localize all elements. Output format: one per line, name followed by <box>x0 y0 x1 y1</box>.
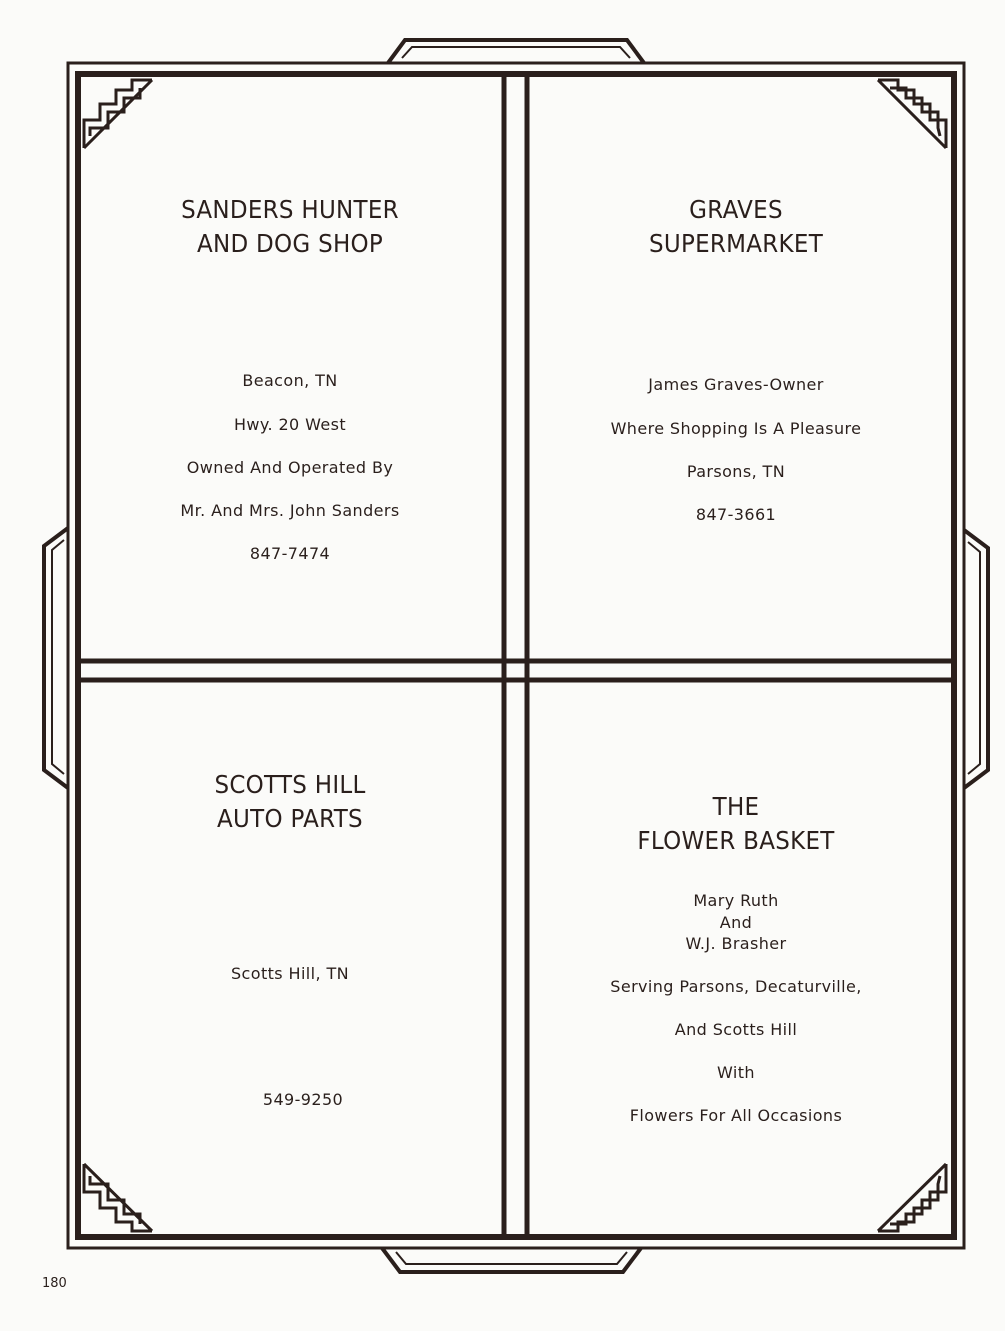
corner-ornament-bottom-left <box>84 1164 152 1231</box>
ad-line: Beacon, TN <box>242 371 338 390</box>
ad-line: And Scotts Hill <box>674 1020 798 1039</box>
ad-phone: 847-3661 <box>695 505 777 524</box>
ad-title-line: FLOWER BASKET <box>637 826 835 855</box>
left-handle <box>44 528 68 788</box>
ad-sanders-hunter <box>84 193 496 563</box>
ad-title <box>100 768 479 836</box>
ad-line: With <box>717 1063 755 1082</box>
ad-line: Mr. And Mrs. John Sanders <box>180 501 400 520</box>
ad-phone: 847-7474 <box>249 544 331 563</box>
top-handle <box>388 40 644 63</box>
ad-title <box>100 193 479 261</box>
ad-line: Hwy. 20 West <box>233 415 347 434</box>
ad-title-line: AND DOG SHOP <box>196 229 384 258</box>
ad-title-line: AUTO PARTS <box>217 804 363 833</box>
ad-line: And <box>719 913 753 932</box>
ad-title-line: THE <box>712 792 760 821</box>
page-number: 180 <box>42 1276 67 1291</box>
ad-line: Serving Parsons, Decaturville, <box>610 977 862 996</box>
ad-line: Owned And Operated By <box>186 458 394 477</box>
ad-graves-supermarket <box>530 193 942 524</box>
ad-line: Parsons, TN <box>686 462 786 481</box>
corner-ornament-top-left <box>84 80 152 148</box>
bottom-handle <box>382 1248 641 1272</box>
ad-line: Mary Ruth <box>693 891 779 910</box>
corner-ornament-bottom-right <box>878 1164 946 1231</box>
corner-ornament-top-right <box>878 80 946 148</box>
ad-title-line: SANDERS HUNTER <box>181 195 399 224</box>
ad-flower-basket <box>530 790 942 1125</box>
ad-title <box>546 790 925 858</box>
ad-line: Scotts Hill, TN <box>231 964 349 983</box>
ad-title <box>546 193 925 261</box>
ad-title-line: GRAVES <box>689 195 783 224</box>
ad-line: James Graves-Owner <box>648 375 824 394</box>
right-handle <box>964 530 988 788</box>
ad-line: Where Shopping Is A Pleasure <box>610 419 862 438</box>
ad-scotts-hill-auto-parts <box>84 768 496 1109</box>
ad-title-line: SCOTTS HILL <box>214 770 366 799</box>
ad-phone: 549-9250 <box>262 1090 344 1109</box>
ad-line: Flowers For All Occasions <box>629 1106 843 1125</box>
ad-title-line: SUPERMARKET <box>648 229 824 258</box>
ad-line: W.J. Brasher <box>685 934 787 953</box>
